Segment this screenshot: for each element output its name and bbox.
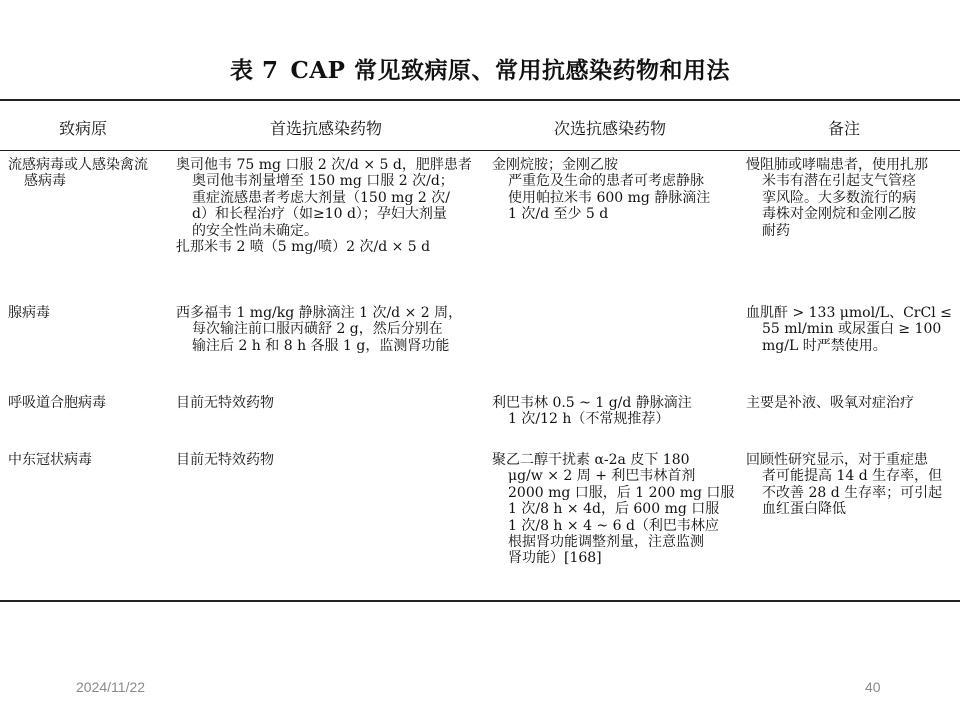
slide-page-number: 40 [865, 679, 881, 695]
cell-line: 使用帕拉米韦 600 mg 静脉滴注 [508, 189, 711, 206]
cell-line: 55 ml/min 或尿蛋白 ≥ 100 [762, 321, 942, 338]
cell-line: 毒株对金刚烷和金刚乙胺 [762, 206, 916, 223]
cell-remarks [746, 157, 950, 239]
cell-first-choice [176, 395, 480, 411]
cell-line: 目前无特效药物 [176, 395, 274, 411]
cell-line: 1 次/d 至少 5 d [508, 206, 609, 223]
cell-line: 严重危及生命的患者可考虑静脉 [508, 173, 704, 190]
cell-line: 米韦有潜在引起支气管痉 [762, 173, 916, 190]
cell-line: 重症流感患者考虑大剂量（150 mg 2 次/ [192, 189, 450, 206]
cell-line: 耐药 [762, 222, 790, 239]
header-first-choice: 首选抗感染药物 [269, 119, 382, 138]
cell-second-choice [492, 395, 732, 428]
header-pathogen: 致病原 [58, 119, 107, 138]
cell-line: 每次输注前口服丙磺舒 2 g，然后分别在 [192, 321, 443, 338]
cell-pathogen [8, 452, 168, 468]
cell-first-choice [176, 452, 480, 468]
cell-line: d）和长程治疗（如≥10 d）；孕妇大剂量 [192, 206, 447, 223]
cell-line: 1 次/8 h × 4d，后 600 mg 口服 [508, 501, 720, 518]
cell-line: 聚乙二醇干扰素 α-2a 皮下 180 [492, 452, 690, 468]
cell-line: 扎那米韦 2 喷（5 mg/喷）2 次/d × 5 d [176, 239, 431, 256]
cell-line: 奥司他韦 75 mg 口服 2 次/d × 5 d，肥胖患者 [176, 157, 472, 173]
cell-line: 者可能提高 14 d 生存率，但 [762, 468, 943, 485]
header-second-choice: 次选抗感染药物 [553, 119, 666, 138]
cell-line: 流感病毒或人感染禽流 [8, 157, 148, 173]
cell-line: 的安全性尚未确定。 [192, 222, 318, 239]
cell-second-choice [492, 157, 732, 223]
cell-line: 1 次/8 h × 4 ~ 6 d（利巴韦林应 [508, 517, 719, 534]
cell-line: 利巴韦林 0.5 ~ 1 g/d 静脉滴注 [492, 395, 692, 411]
cell-line: 不改善 28 d 生存率；可引起 [762, 484, 943, 501]
cell-line: 呼吸道合胞病毒 [8, 395, 106, 411]
cell-second-choice [492, 452, 735, 567]
cell-pathogen [8, 157, 168, 190]
cell-line: 血红蛋白降低 [762, 501, 846, 518]
cell-line: μg/w × 2 周 + 利巴韦林首剂 [508, 468, 696, 485]
cell-line: 回顾性研究显示，对于重症患 [746, 452, 928, 468]
cell-line: 金刚烷胺；金刚乙胺 [492, 157, 618, 173]
cell-line: 肾功能）[168] [508, 550, 602, 567]
cell-line: 慢阻肺或哮喘患者，使用扎那 [746, 157, 928, 173]
cell-first-choice [176, 157, 480, 255]
table-title [0, 52, 960, 85]
cell-line: 2000 mg 口服，后 1 200 mg 口服 [508, 484, 735, 501]
table-bottom-rule [0, 600, 960, 602]
table-title-text: CAP 常见致病原、常用抗感染药物和用法 [290, 57, 730, 84]
cell-line: 中东冠状病毒 [8, 452, 92, 468]
cell-remarks [746, 305, 950, 354]
cell-remarks [746, 452, 950, 518]
header-remarks: 备注 [827, 119, 860, 138]
cell-line: 输注后 2 h 和 8 h 各服 1 g，监测肾功能 [192, 337, 450, 354]
cell-line: 腺病毒 [8, 305, 50, 321]
cell-first-choice [176, 305, 480, 354]
cell-line: 西多福韦 1 mg/kg 静脉滴注 1 次/d × 2 周， [176, 305, 463, 321]
table-title-number: 表 7 [230, 57, 279, 84]
cell-line: 1 次/12 h（不常规推荐） [508, 411, 670, 428]
table-header-rule [0, 150, 960, 151]
table-top-rule [0, 99, 960, 101]
cell-line: 根据肾功能调整剂量，注意监测 [508, 534, 704, 551]
cell-line: 目前无特效药物 [176, 452, 274, 468]
cell-line: 血肌酐 > 133 μmol/L、CrCl ≤ [746, 305, 952, 321]
cell-line: mg/L 时严禁使用。 [762, 337, 887, 354]
cell-pathogen [8, 305, 168, 321]
cell-line: 挛风险。大多数流行的病 [762, 189, 916, 206]
slide-date: 2024/11/22 [76, 679, 146, 695]
cell-pathogen [8, 395, 168, 411]
cell-line: 感病毒 [24, 173, 66, 190]
cell-line: 主要是补液、吸氧对症治疗 [746, 395, 914, 411]
cell-remarks [746, 395, 950, 411]
cell-line: 奥司他韦剂量增至 150 mg 口服 2 次/d； [192, 173, 454, 190]
